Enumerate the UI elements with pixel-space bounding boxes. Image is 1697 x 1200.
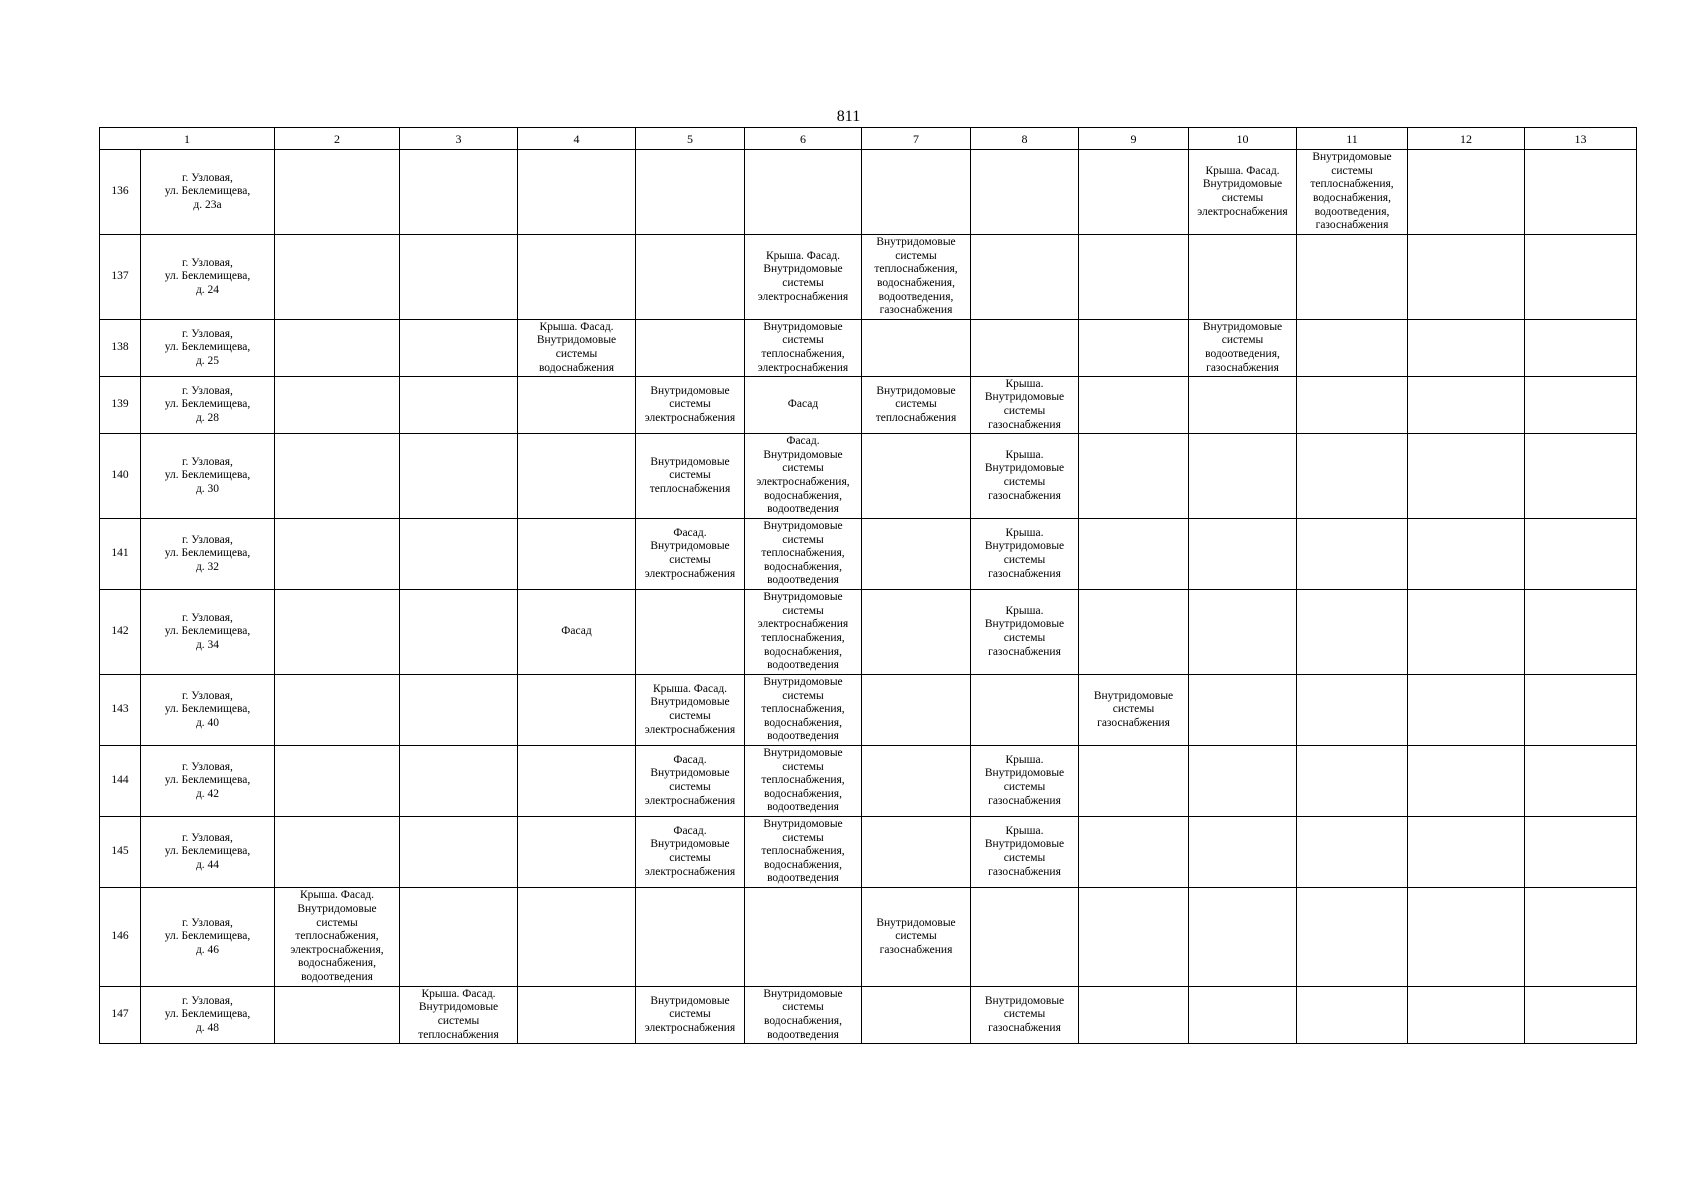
work-cell	[1525, 590, 1637, 675]
work-cell	[1079, 888, 1189, 987]
work-cell	[1297, 320, 1408, 377]
work-cell	[1525, 519, 1637, 590]
work-cell: Крыша. Фасад. Внутридомовые системы теплоснабжения	[400, 987, 518, 1044]
work-cell: Фасад	[518, 590, 636, 675]
work-cell: Внутридомовые системы газоснабжения	[1079, 675, 1189, 746]
work-cell	[1189, 817, 1297, 888]
work-cell	[275, 675, 400, 746]
work-cell	[1525, 888, 1637, 987]
work-cell	[1408, 817, 1525, 888]
address-cell: г. Узловая, ул. Беклемищева, д. 48	[141, 987, 275, 1044]
work-cell	[1189, 888, 1297, 987]
work-cell	[275, 235, 400, 320]
work-cell: Крыша. Внутридомовые системы газоснабжения	[971, 377, 1079, 434]
work-cell	[862, 987, 971, 1044]
work-cell: Фасад. Внутридомовые системы электроснабжения	[636, 817, 745, 888]
work-cell: Внутридомовые системы теплоснабжения, водоснабжения, водоотведения	[745, 746, 862, 817]
work-cell: Крыша. Фасад. Внутридомовые системы водоснабжения	[518, 320, 636, 377]
address-cell: г. Узловая, ул. Беклемищева, д. 40	[141, 675, 275, 746]
work-cell	[400, 746, 518, 817]
work-cell	[1525, 320, 1637, 377]
work-cell	[518, 817, 636, 888]
row-number: 143	[100, 675, 141, 746]
work-cell	[1408, 320, 1525, 377]
address-cell: г. Узловая, ул. Беклемищева, д. 24	[141, 235, 275, 320]
work-cell	[518, 519, 636, 590]
work-cell	[400, 434, 518, 519]
work-cell	[275, 377, 400, 434]
work-cell	[1189, 746, 1297, 817]
column-header: 7	[862, 128, 971, 150]
work-cell	[1189, 987, 1297, 1044]
table-row	[100, 888, 1637, 987]
table-row	[100, 235, 1637, 320]
repair-schedule-table	[99, 127, 1637, 1044]
work-cell	[1189, 590, 1297, 675]
address-cell: г. Узловая, ул. Беклемищева, д. 34	[141, 590, 275, 675]
work-cell: Внутридомовые системы теплоснабжения, водоснабжения, водоотведения, газоснабжения	[862, 235, 971, 320]
work-cell	[1408, 590, 1525, 675]
work-cell	[518, 377, 636, 434]
work-cell: Фасад	[745, 377, 862, 434]
table-row	[100, 746, 1637, 817]
work-cell	[1525, 150, 1637, 235]
address-cell: г. Узловая, ул. Беклемищева, д. 30	[141, 434, 275, 519]
column-number-row	[100, 128, 1637, 150]
work-cell	[1297, 888, 1408, 987]
work-cell	[518, 150, 636, 235]
work-cell	[1079, 434, 1189, 519]
work-cell: Крыша. Внутридомовые системы газоснабжения	[971, 590, 1079, 675]
column-header: 8	[971, 128, 1079, 150]
work-cell	[518, 675, 636, 746]
work-cell	[1408, 888, 1525, 987]
row-number: 138	[100, 320, 141, 377]
work-cell	[400, 377, 518, 434]
work-cell	[1079, 746, 1189, 817]
work-cell: Внутридомовые системы теплоснабжения	[862, 377, 971, 434]
work-cell	[518, 746, 636, 817]
table-row	[100, 150, 1637, 235]
address-cell: г. Узловая, ул. Беклемищева, д. 23а	[141, 150, 275, 235]
row-number: 147	[100, 987, 141, 1044]
work-cell	[862, 320, 971, 377]
work-cell: Внутридомовые системы теплоснабжения, водоснабжения, водоотведения, газоснабжения	[1297, 150, 1408, 235]
work-cell	[1079, 987, 1189, 1044]
work-cell	[518, 434, 636, 519]
work-cell	[1079, 150, 1189, 235]
column-header: 10	[1189, 128, 1297, 150]
work-cell	[971, 235, 1079, 320]
row-number: 137	[100, 235, 141, 320]
work-cell: Крыша. Внутридомовые системы газоснабжения	[971, 519, 1079, 590]
work-cell: Внутридомовые системы электроснабжения	[636, 377, 745, 434]
work-cell: Внутридомовые системы теплоснабжения, электроснабжения	[745, 320, 862, 377]
work-cell	[275, 987, 400, 1044]
work-cell	[636, 150, 745, 235]
work-cell	[1079, 590, 1189, 675]
work-cell: Внутридомовые системы электроснабжения теплоснабжения, водоснабжения, водоотведения	[745, 590, 862, 675]
work-cell	[400, 235, 518, 320]
page-number: 811	[836, 108, 861, 125]
work-cell	[636, 235, 745, 320]
work-cell	[1189, 235, 1297, 320]
work-cell: Внутридомовые системы водоснабжения, водоотведения	[745, 987, 862, 1044]
work-cell: Фасад. Внутридомовые системы электроснабжения	[636, 746, 745, 817]
work-cell: Крыша. Фасад. Внутридомовые системы теплоснабжения, электроснабжения, водоснабжения, водоотведения	[275, 888, 400, 987]
column-header: 1	[100, 128, 275, 150]
work-cell	[1297, 817, 1408, 888]
work-cell	[862, 434, 971, 519]
work-cell	[971, 888, 1079, 987]
column-header: 12	[1408, 128, 1525, 150]
work-cell	[1525, 987, 1637, 1044]
work-cell	[1297, 987, 1408, 1044]
address-cell: г. Узловая, ул. Беклемищева, д. 44	[141, 817, 275, 888]
work-cell: Внутридомовые системы газоснабжения	[862, 888, 971, 987]
work-cell	[1079, 320, 1189, 377]
column-header: 13	[1525, 128, 1637, 150]
row-number: 145	[100, 817, 141, 888]
address-cell: г. Узловая, ул. Беклемищева, д. 32	[141, 519, 275, 590]
work-cell	[275, 150, 400, 235]
work-cell	[275, 519, 400, 590]
work-cell	[1408, 987, 1525, 1044]
work-cell	[275, 590, 400, 675]
work-cell	[1525, 377, 1637, 434]
work-cell: Фасад. Внутридомовые системы электроснабжения	[636, 519, 745, 590]
work-cell	[1408, 434, 1525, 519]
work-cell: Крыша. Фасад. Внутридомовые системы электроснабжения	[1189, 150, 1297, 235]
work-cell: Внутридомовые системы электроснабжения	[636, 987, 745, 1044]
row-number: 141	[100, 519, 141, 590]
work-cell	[745, 888, 862, 987]
work-cell	[1079, 817, 1189, 888]
address-cell: г. Узловая, ул. Беклемищева, д. 25	[141, 320, 275, 377]
work-cell	[400, 817, 518, 888]
work-cell	[1079, 235, 1189, 320]
work-cell	[1297, 746, 1408, 817]
work-cell	[400, 519, 518, 590]
work-cell	[1408, 746, 1525, 817]
table-row	[100, 987, 1637, 1044]
work-cell	[636, 320, 745, 377]
work-cell	[1525, 746, 1637, 817]
work-cell	[1189, 434, 1297, 519]
work-cell	[400, 320, 518, 377]
work-cell	[862, 519, 971, 590]
work-cell	[745, 150, 862, 235]
work-cell	[1189, 675, 1297, 746]
table-row	[100, 817, 1637, 888]
row-number: 142	[100, 590, 141, 675]
column-header: 11	[1297, 128, 1408, 150]
work-cell	[636, 590, 745, 675]
work-cell	[1408, 235, 1525, 320]
row-number: 144	[100, 746, 141, 817]
work-cell: Внутридомовые системы теплоснабжения, водоснабжения, водоотведения	[745, 817, 862, 888]
work-cell	[1408, 519, 1525, 590]
work-cell: Крыша. Фасад. Внутридомовые системы электроснабжения	[745, 235, 862, 320]
work-cell	[1408, 675, 1525, 746]
work-cell: Внутридомовые системы теплоснабжения	[636, 434, 745, 519]
work-cell	[1297, 434, 1408, 519]
work-cell: Внутридомовые системы теплоснабжения, водоснабжения, водоотведения	[745, 675, 862, 746]
work-cell	[1079, 519, 1189, 590]
address-cell: г. Узловая, ул. Беклемищева, д. 28	[141, 377, 275, 434]
work-cell	[862, 675, 971, 746]
column-header: 4	[518, 128, 636, 150]
work-cell	[1297, 235, 1408, 320]
work-cell	[1297, 519, 1408, 590]
table-row	[100, 519, 1637, 590]
column-header: 9	[1079, 128, 1189, 150]
work-cell	[1525, 235, 1637, 320]
work-cell	[971, 675, 1079, 746]
work-cell	[971, 150, 1079, 235]
work-cell	[1525, 434, 1637, 519]
work-cell	[1297, 377, 1408, 434]
work-cell	[518, 987, 636, 1044]
work-cell	[971, 320, 1079, 377]
work-cell	[1525, 817, 1637, 888]
work-cell	[1408, 377, 1525, 434]
work-cell	[862, 746, 971, 817]
row-number: 140	[100, 434, 141, 519]
table-row	[100, 675, 1637, 746]
work-cell	[275, 434, 400, 519]
work-cell	[1189, 377, 1297, 434]
work-cell	[1525, 675, 1637, 746]
work-cell: Фасад. Внутридомовые системы электроснабжения, водоснабжения, водоотведения	[745, 434, 862, 519]
work-cell	[400, 888, 518, 987]
work-cell	[518, 235, 636, 320]
table-row	[100, 377, 1637, 434]
work-cell	[862, 150, 971, 235]
work-cell	[1189, 519, 1297, 590]
work-cell	[1297, 675, 1408, 746]
work-cell	[275, 817, 400, 888]
work-cell: Крыша. Внутридомовые системы газоснабжения	[971, 434, 1079, 519]
work-cell: Крыша. Фасад. Внутридомовые системы электроснабжения	[636, 675, 745, 746]
work-cell: Внутридомовые системы теплоснабжения, водоснабжения, водоотведения	[745, 519, 862, 590]
work-cell	[862, 817, 971, 888]
work-cell: Крыша. Внутридомовые системы газоснабжения	[971, 817, 1079, 888]
work-cell	[275, 320, 400, 377]
work-cell	[636, 888, 745, 987]
column-header: 5	[636, 128, 745, 150]
work-cell: Крыша. Внутридомовые системы газоснабжения	[971, 746, 1079, 817]
table-row	[100, 320, 1637, 377]
column-header: 6	[745, 128, 862, 150]
work-cell	[518, 888, 636, 987]
work-cell	[400, 150, 518, 235]
column-header: 3	[400, 128, 518, 150]
row-number: 136	[100, 150, 141, 235]
work-cell: Внутридомовые системы водоотведения, газоснабжения	[1189, 320, 1297, 377]
table-row	[100, 590, 1637, 675]
work-cell	[400, 675, 518, 746]
row-number: 146	[100, 888, 141, 987]
address-cell: г. Узловая, ул. Беклемищева, д. 42	[141, 746, 275, 817]
work-cell	[275, 746, 400, 817]
work-cell	[1079, 377, 1189, 434]
column-header: 2	[275, 128, 400, 150]
work-cell	[1297, 590, 1408, 675]
table-row	[100, 434, 1637, 519]
row-number: 139	[100, 377, 141, 434]
work-cell	[400, 590, 518, 675]
work-cell	[862, 590, 971, 675]
work-cell	[1408, 150, 1525, 235]
address-cell: г. Узловая, ул. Беклемищева, д. 46	[141, 888, 275, 987]
work-cell: Внутридомовые системы газоснабжения	[971, 987, 1079, 1044]
